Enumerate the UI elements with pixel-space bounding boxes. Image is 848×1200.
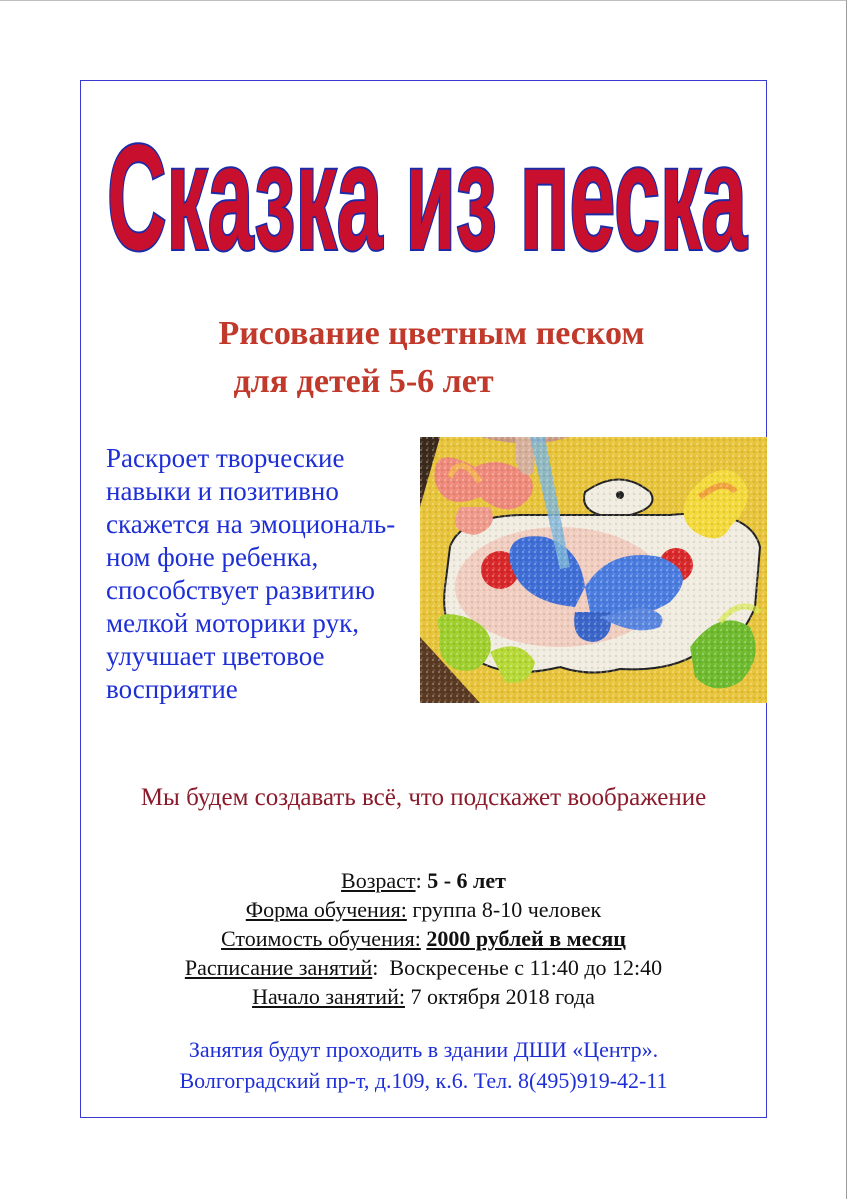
subtitle-line-1: Рисование цветным песком — [218, 315, 645, 352]
benefits-line: мелкой моторики рук, — [106, 608, 359, 638]
cost-label: Стоимость обучения: — [221, 926, 421, 951]
sand-painting-butterflies-photo — [420, 437, 767, 703]
schedule-label: Расписание занятий — [184, 955, 373, 980]
info-row-form — [80, 895, 767, 924]
tagline: Мы будем создавать всё, что подскажет воображение — [140, 784, 707, 811]
cost-value: 2000 рублей в месяц — [426, 926, 626, 951]
contact-line-1: Занятия будут проходить в здании ДШИ «Центр». — [188, 1037, 659, 1062]
benefits-line: восприятие — [106, 674, 238, 704]
contact-line-2: Волгоградский пр-т, д.109, к.6. Тел. 8(495)919-42-11 — [179, 1068, 668, 1093]
start-label: Начало занятий: — [252, 984, 405, 1009]
benefits-line: способствует развитию — [106, 575, 375, 605]
title-text: Сказка из песка — [107, 113, 748, 273]
schedule-value: Воскресенье с 11:40 до 12:40 — [389, 955, 663, 980]
age-label: Возраст — [341, 868, 416, 893]
age-value: 5 - 6 лет — [427, 868, 506, 893]
subtitle-line-2: для детей 5-6 лет — [233, 363, 494, 400]
form-value: группа 8-10 человек — [412, 897, 602, 922]
benefits-text — [106, 442, 426, 706]
info-row-age: Возраст: 5 - 6 лет — [341, 868, 506, 893]
benefits-line: Раскроет творческие — [106, 443, 345, 473]
start-value: 7 октября 2018 года — [410, 984, 595, 1009]
benefits-line: навыки и позитивно — [106, 476, 339, 506]
poster-title — [95, 103, 760, 273]
benefits-line: ном фоне ребенка, — [106, 542, 319, 572]
info-row-start — [80, 982, 767, 1011]
benefits-line: улучшает цветовое — [106, 641, 325, 671]
benefits-line: скажется на эмоциональ- — [106, 509, 396, 539]
info-row-cost — [80, 924, 767, 953]
course-info — [80, 866, 767, 1011]
contact-info — [80, 1034, 767, 1096]
info-row-schedule: Расписание занятий: Воскресенье с 11:40 до 12:40 — [184, 955, 663, 980]
form-label: Форма обучения: — [245, 897, 407, 922]
